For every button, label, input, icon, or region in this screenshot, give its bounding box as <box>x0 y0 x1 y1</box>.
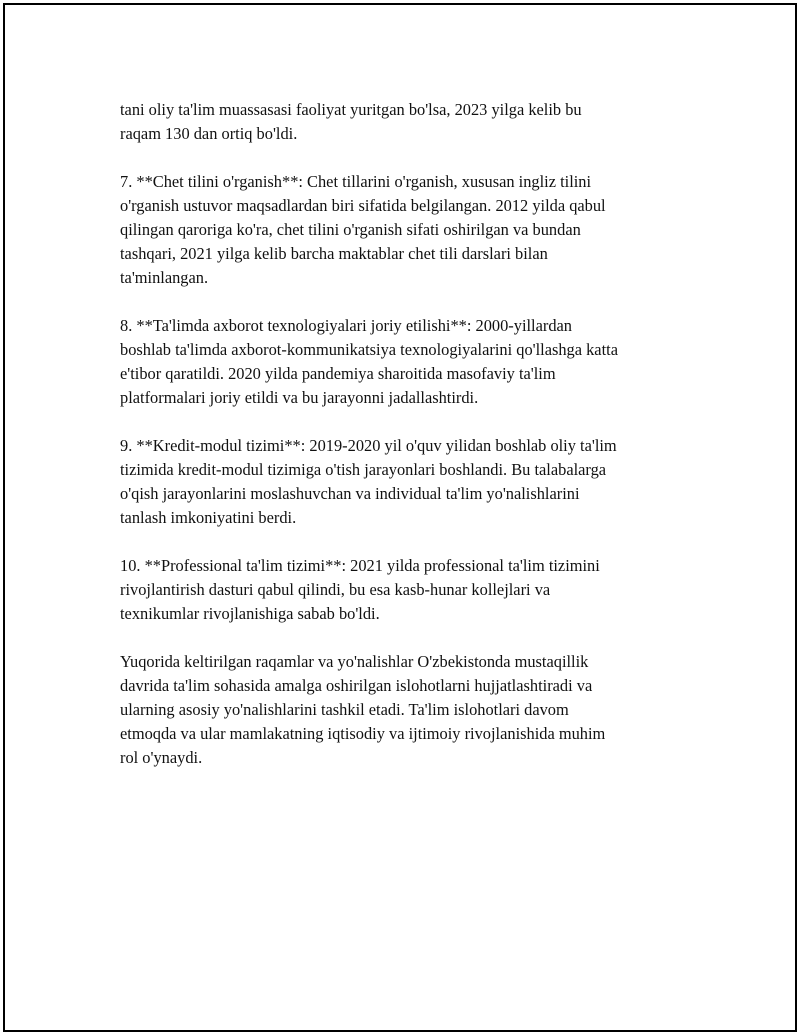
paragraph-item-7-chet-tilini: 7. **Chet tilini o'rganish**: Chet tillarini o'rganish, xususan ingliz tilini o'rganish ustuvor maqsadlardan biri sifatida belgilangan. 2012 yilda qabul qilingan qaroriga ko'ra, chet tilini o'rganish sifati oshirilgan va bundan tashqari, 2021 yilga kelib barcha maktablar chet tili darslari bilan ta'minlangan. <box>120 172 606 287</box>
paragraph-continuation: tani oliy ta'lim muassasasi faoliyat yuritgan bo'lsa, 2023 yilga kelib bu raqam 130 dan ortiq bo'ldi. <box>120 100 582 143</box>
page-frame <box>3 3 797 1032</box>
paragraph-conclusion: Yuqorida keltirilgan raqamlar va yo'nalishlar O'zbekistonda mustaqillik davrida ta'lim sohasida amalga oshirilgan islohotlarni hujjatlashtiradi va ularning asosiy yo'nalishlarini tashkil etadi. Ta'lim islohotlari davom etmoqda va ular mamlakatning iqtisodiy va ijtimoiy rivojlanishida muhim rol o'ynaydi. <box>120 652 606 767</box>
paragraph-item-9-kredit-modul: 9. **Kredit-modul tizimi**: 2019-2020 yil o'quv yilidan boshlab oliy ta'lim tizimida kredit-modul tizimiga o'tish jarayonlari boshlandi. Bu talabalarga o'qish jarayonlarini moslashuvchan va individual ta'lim yo'nalishlarini tanlash imkoniyatini berdi. <box>120 436 617 527</box>
document-body <box>120 98 690 794</box>
paragraph-item-8-axborot-texnologiyalari: 8. **Ta'limda axborot texnologiyalari joriy etilishi**: 2000-yillardan boshlab ta'limda axborot-kommunikatsiya texnologiyalarini qo'llashga katta e'tibor qaratildi. 2020 yilda pandemiya sharoitida masofaviy ta'lim platformalari joriy etildi va bu jarayonni jadallashtirdi. <box>120 316 618 407</box>
paragraph-item-10-professional-talim: 10. **Professional ta'lim tizimi**: 2021 yilda professional ta'lim tizimini rivojlantirish dasturi qabul qilindi, bu esa kasb-hunar kollejlari va texnikumlar rivojlanishiga sabab bo'ldi. <box>120 556 600 623</box>
